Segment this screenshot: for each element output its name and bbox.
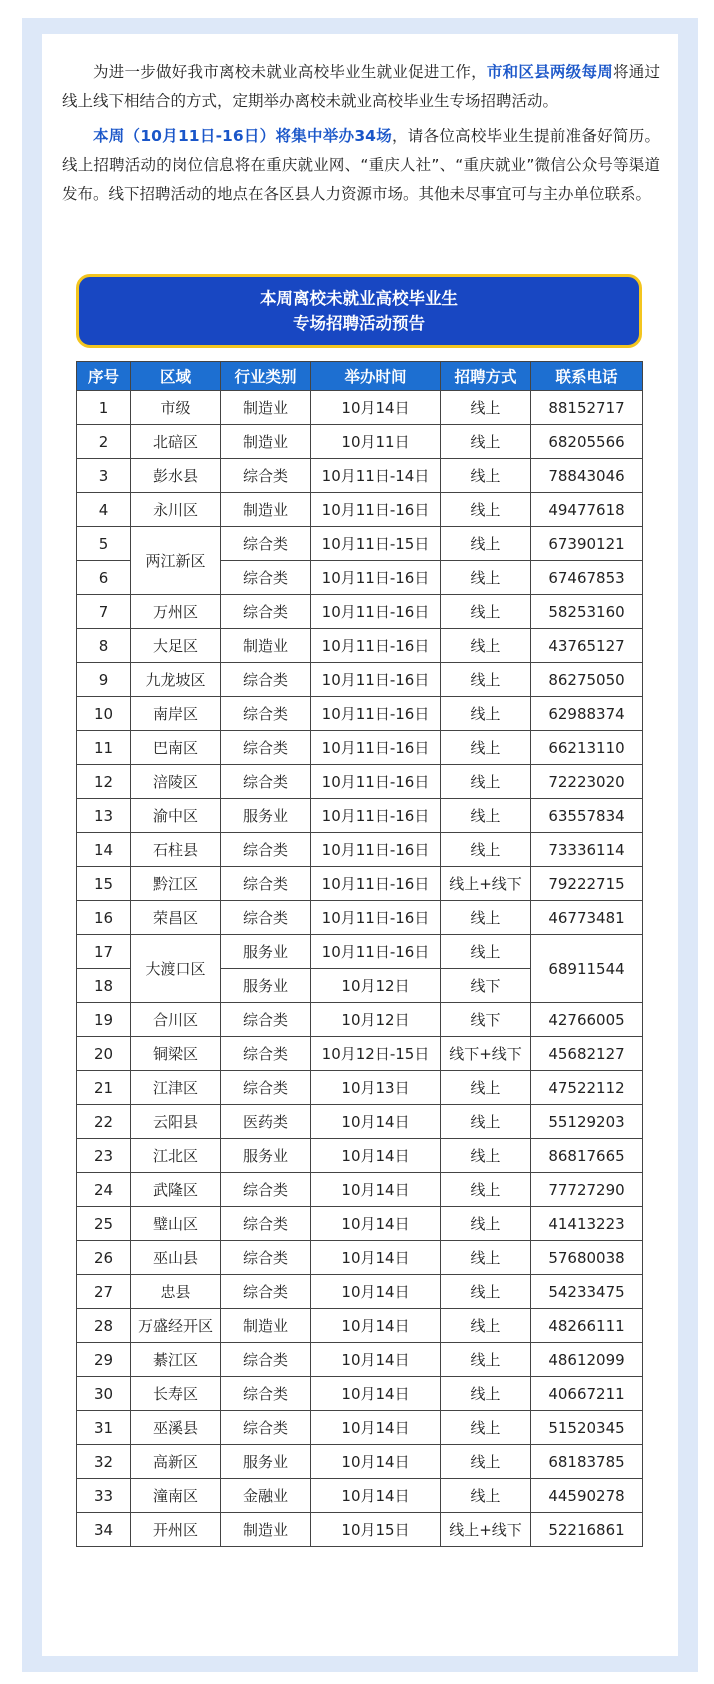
cell-no: 25 — [77, 1207, 131, 1241]
table-row — [77, 1479, 643, 1513]
header-no: 序号 — [77, 362, 131, 391]
table-body — [77, 391, 643, 1547]
cell-region: 万盛经开区 — [131, 1309, 221, 1343]
intro-p1-text1: 为进一步做好我市离校未就业高校毕业生就业促进工作， — [93, 63, 487, 81]
cell-time: 10月11日-16日 — [311, 935, 441, 969]
cell-region: 璧山区 — [131, 1207, 221, 1241]
cell-industry: 综合类 — [221, 1173, 311, 1207]
cell-region: 武隆区 — [131, 1173, 221, 1207]
cell-phone: 88152717 — [531, 391, 643, 425]
cell-no: 21 — [77, 1071, 131, 1105]
cell-industry: 综合类 — [221, 1275, 311, 1309]
cell-region: 开州区 — [131, 1513, 221, 1547]
cell-region: 忠县 — [131, 1275, 221, 1309]
cell-no: 27 — [77, 1275, 131, 1309]
cell-phone: 51520345 — [531, 1411, 643, 1445]
cell-phone: 54233475 — [531, 1275, 643, 1309]
cell-industry: 综合类 — [221, 697, 311, 731]
cell-no: 5 — [77, 527, 131, 561]
cell-region: 长寿区 — [131, 1377, 221, 1411]
cell-region: 云阳县 — [131, 1105, 221, 1139]
cell-time: 10月11日-16日 — [311, 731, 441, 765]
cell-industry: 综合类 — [221, 663, 311, 697]
cell-phone: 79222715 — [531, 867, 643, 901]
table-row — [77, 1309, 643, 1343]
table-row — [77, 1513, 643, 1547]
cell-phone: 48266111 — [531, 1309, 643, 1343]
cell-time: 10月11日-16日 — [311, 595, 441, 629]
cell-region: 合川区 — [131, 1003, 221, 1037]
cell-region: 两江新区 — [131, 527, 221, 595]
cell-no: 28 — [77, 1309, 131, 1343]
cell-phone: 52216861 — [531, 1513, 643, 1547]
cell-mode: 线上 — [441, 493, 531, 527]
table-row — [77, 1445, 643, 1479]
cell-time: 10月14日 — [311, 391, 441, 425]
cell-region: 巫山县 — [131, 1241, 221, 1275]
header-time: 举办时间 — [311, 362, 441, 391]
cell-mode: 线上 — [441, 765, 531, 799]
cell-no: 3 — [77, 459, 131, 493]
cell-mode: 线上 — [441, 1173, 531, 1207]
cell-mode: 线上 — [441, 935, 531, 969]
cell-time: 10月14日 — [311, 1241, 441, 1275]
table-row — [77, 833, 643, 867]
cell-mode: 线上 — [441, 697, 531, 731]
cell-time: 10月14日 — [311, 1173, 441, 1207]
table-row — [77, 1105, 643, 1139]
table-row — [77, 901, 643, 935]
cell-no: 23 — [77, 1139, 131, 1173]
table-row — [77, 1003, 643, 1037]
cell-industry: 综合类 — [221, 1207, 311, 1241]
cell-no: 29 — [77, 1343, 131, 1377]
cell-no: 22 — [77, 1105, 131, 1139]
cell-phone: 68205566 — [531, 425, 643, 459]
cell-mode: 线上 — [441, 629, 531, 663]
cell-industry: 制造业 — [221, 1513, 311, 1547]
cell-region: 大足区 — [131, 629, 221, 663]
cell-phone: 49477618 — [531, 493, 643, 527]
cell-phone: 86817665 — [531, 1139, 643, 1173]
cell-phone: 68183785 — [531, 1445, 643, 1479]
cell-time: 10月14日 — [311, 1445, 441, 1479]
cell-region: 北碚区 — [131, 425, 221, 459]
cell-time: 10月11日-16日 — [311, 697, 441, 731]
cell-mode: 线上 — [441, 1071, 531, 1105]
cell-time: 10月11日-16日 — [311, 663, 441, 697]
cell-time: 10月14日 — [311, 1479, 441, 1513]
page-frame — [22, 18, 698, 1672]
cell-mode: 线下 — [441, 969, 531, 1003]
cell-no: 33 — [77, 1479, 131, 1513]
table-row — [77, 1241, 643, 1275]
cell-mode: 线上 — [441, 901, 531, 935]
cell-mode: 线上 — [441, 1105, 531, 1139]
cell-phone: 73336114 — [531, 833, 643, 867]
cell-phone: 45682127 — [531, 1037, 643, 1071]
cell-time: 10月14日 — [311, 1343, 441, 1377]
cell-industry: 综合类 — [221, 1071, 311, 1105]
cell-no: 17 — [77, 935, 131, 969]
table-row — [77, 1343, 643, 1377]
cell-no: 2 — [77, 425, 131, 459]
cell-no: 31 — [77, 1411, 131, 1445]
cell-mode: 线上 — [441, 595, 531, 629]
cell-mode: 线上 — [441, 1411, 531, 1445]
cell-mode: 线上 — [441, 663, 531, 697]
cell-no: 18 — [77, 969, 131, 1003]
header-region: 区域 — [131, 362, 221, 391]
cell-phone: 43765127 — [531, 629, 643, 663]
cell-industry: 综合类 — [221, 1003, 311, 1037]
cell-industry: 综合类 — [221, 595, 311, 629]
cell-mode: 线上 — [441, 1139, 531, 1173]
table-row — [77, 1377, 643, 1411]
cell-mode: 线上 — [441, 459, 531, 493]
intro-paragraph-1 — [62, 58, 660, 116]
cell-industry: 制造业 — [221, 425, 311, 459]
cell-mode: 线下 — [441, 1003, 531, 1037]
cell-region: 铜梁区 — [131, 1037, 221, 1071]
cell-industry: 综合类 — [221, 765, 311, 799]
cell-phone: 58253160 — [531, 595, 643, 629]
table-row — [77, 527, 643, 561]
cell-region: 荣昌区 — [131, 901, 221, 935]
cell-time: 10月12日-15日 — [311, 1037, 441, 1071]
cell-time: 10月14日 — [311, 1275, 441, 1309]
cell-industry: 综合类 — [221, 731, 311, 765]
cell-phone: 77727290 — [531, 1173, 643, 1207]
table-row — [77, 425, 643, 459]
table-row — [77, 663, 643, 697]
cell-industry: 综合类 — [221, 1377, 311, 1411]
cell-region: 市级 — [131, 391, 221, 425]
banner-line-2: 专场招聘活动预告 — [293, 314, 425, 333]
cell-region: 黔江区 — [131, 867, 221, 901]
cell-no: 16 — [77, 901, 131, 935]
cell-phone: 47522112 — [531, 1071, 643, 1105]
cell-industry: 综合类 — [221, 527, 311, 561]
cell-region: 潼南区 — [131, 1479, 221, 1513]
cell-region: 綦江区 — [131, 1343, 221, 1377]
cell-phone: 40667211 — [531, 1377, 643, 1411]
table-row — [77, 459, 643, 493]
cell-time: 10月14日 — [311, 1139, 441, 1173]
schedule-table — [76, 361, 643, 1547]
cell-region: 九龙坡区 — [131, 663, 221, 697]
cell-industry: 制造业 — [221, 391, 311, 425]
cell-no: 8 — [77, 629, 131, 663]
cell-time: 10月11日-15日 — [311, 527, 441, 561]
cell-time: 10月11日-16日 — [311, 867, 441, 901]
cell-region: 万州区 — [131, 595, 221, 629]
cell-time: 10月11日 — [311, 425, 441, 459]
cell-industry: 综合类 — [221, 459, 311, 493]
cell-no: 34 — [77, 1513, 131, 1547]
cell-region: 永川区 — [131, 493, 221, 527]
cell-region: 彭水县 — [131, 459, 221, 493]
cell-mode: 线上+线下 — [441, 867, 531, 901]
cell-phone: 66213110 — [531, 731, 643, 765]
cell-no: 24 — [77, 1173, 131, 1207]
cell-no: 15 — [77, 867, 131, 901]
cell-time: 10月11日-16日 — [311, 493, 441, 527]
table-row — [77, 867, 643, 901]
cell-region: 渝中区 — [131, 799, 221, 833]
cell-no: 7 — [77, 595, 131, 629]
cell-time: 10月12日 — [311, 1003, 441, 1037]
cell-industry: 服务业 — [221, 799, 311, 833]
cell-phone: 67467853 — [531, 561, 643, 595]
cell-time: 10月14日 — [311, 1411, 441, 1445]
table-header-row — [77, 362, 643, 391]
cell-region: 高新区 — [131, 1445, 221, 1479]
cell-mode: 线上 — [441, 561, 531, 595]
intro-text — [62, 58, 660, 215]
cell-mode: 线上 — [441, 1343, 531, 1377]
cell-no: 19 — [77, 1003, 131, 1037]
cell-industry: 医药类 — [221, 1105, 311, 1139]
table-row — [77, 595, 643, 629]
header-mode: 招聘方式 — [441, 362, 531, 391]
cell-mode: 线上 — [441, 833, 531, 867]
cell-phone: 48612099 — [531, 1343, 643, 1377]
cell-mode: 线上 — [441, 1377, 531, 1411]
schedule-banner — [76, 274, 642, 348]
cell-industry: 综合类 — [221, 1343, 311, 1377]
cell-time: 10月14日 — [311, 1105, 441, 1139]
cell-time: 10月11日-16日 — [311, 629, 441, 663]
cell-time: 10月11日-16日 — [311, 799, 441, 833]
cell-phone: 41413223 — [531, 1207, 643, 1241]
cell-phone: 78843046 — [531, 459, 643, 493]
intro-p1-text2: 将通过线上线下相结合的方式，定期举办离校未就业高校毕业生专场招聘活动。 — [62, 63, 660, 110]
header-industry: 行业类别 — [221, 362, 311, 391]
cell-time: 10月12日 — [311, 969, 441, 1003]
table-row — [77, 493, 643, 527]
cell-industry: 综合类 — [221, 833, 311, 867]
cell-time: 10月14日 — [311, 1207, 441, 1241]
cell-industry: 制造业 — [221, 493, 311, 527]
cell-mode: 线上 — [441, 425, 531, 459]
cell-industry: 综合类 — [221, 1241, 311, 1275]
cell-phone: 62988374 — [531, 697, 643, 731]
cell-phone: 44590278 — [531, 1479, 643, 1513]
cell-phone: 42766005 — [531, 1003, 643, 1037]
cell-time: 10月11日-16日 — [311, 765, 441, 799]
table-row — [77, 731, 643, 765]
cell-no: 32 — [77, 1445, 131, 1479]
cell-time: 10月15日 — [311, 1513, 441, 1547]
table-row — [77, 629, 643, 663]
cell-industry: 服务业 — [221, 969, 311, 1003]
cell-no: 4 — [77, 493, 131, 527]
cell-phone: 57680038 — [531, 1241, 643, 1275]
cell-mode: 线上 — [441, 391, 531, 425]
article-card — [42, 34, 678, 1656]
table-row — [77, 1037, 643, 1071]
cell-industry: 制造业 — [221, 1309, 311, 1343]
table-row — [77, 1071, 643, 1105]
cell-industry: 综合类 — [221, 901, 311, 935]
cell-time: 10月13日 — [311, 1071, 441, 1105]
cell-phone: 46773481 — [531, 901, 643, 935]
cell-phone: 55129203 — [531, 1105, 643, 1139]
cell-region: 江津区 — [131, 1071, 221, 1105]
cell-no: 14 — [77, 833, 131, 867]
cell-mode: 线上 — [441, 1445, 531, 1479]
cell-time: 10月14日 — [311, 1377, 441, 1411]
cell-mode: 线上 — [441, 731, 531, 765]
cell-no: 11 — [77, 731, 131, 765]
cell-industry: 制造业 — [221, 629, 311, 663]
cell-mode: 线下+线下 — [441, 1037, 531, 1071]
cell-industry: 综合类 — [221, 867, 311, 901]
cell-phone: 86275050 — [531, 663, 643, 697]
cell-no: 12 — [77, 765, 131, 799]
cell-mode: 线上 — [441, 799, 531, 833]
cell-time: 10月11日-16日 — [311, 833, 441, 867]
cell-industry: 综合类 — [221, 1411, 311, 1445]
table-row — [77, 1173, 643, 1207]
cell-region: 石柱县 — [131, 833, 221, 867]
cell-no: 26 — [77, 1241, 131, 1275]
intro-p2-highlight: 本周（10月11日-16日）将集中举办34场 — [93, 127, 392, 145]
table-row — [77, 1275, 643, 1309]
table-row — [77, 391, 643, 425]
intro-paragraph-2 — [62, 122, 660, 209]
cell-mode: 线上 — [441, 1479, 531, 1513]
table-row — [77, 1411, 643, 1445]
cell-no: 30 — [77, 1377, 131, 1411]
table-row — [77, 799, 643, 833]
cell-mode: 线上 — [441, 1241, 531, 1275]
cell-phone: 67390121 — [531, 527, 643, 561]
table-row — [77, 697, 643, 731]
cell-time: 10月11日-14日 — [311, 459, 441, 493]
cell-mode: 线上+线下 — [441, 1513, 531, 1547]
cell-time: 10月14日 — [311, 1309, 441, 1343]
cell-region: 南岸区 — [131, 697, 221, 731]
table-row — [77, 765, 643, 799]
cell-no: 13 — [77, 799, 131, 833]
cell-phone: 63557834 — [531, 799, 643, 833]
cell-no: 10 — [77, 697, 131, 731]
cell-no: 20 — [77, 1037, 131, 1071]
cell-region: 巴南区 — [131, 731, 221, 765]
header-phone: 联系电话 — [531, 362, 643, 391]
cell-no: 9 — [77, 663, 131, 697]
cell-industry: 综合类 — [221, 1037, 311, 1071]
cell-phone: 68911544 — [531, 935, 643, 1003]
cell-time: 10月11日-16日 — [311, 901, 441, 935]
banner-line-1: 本周离校未就业高校毕业生 — [260, 289, 458, 308]
intro-p1-highlight: 市和区县两级每周 — [486, 63, 613, 81]
cell-industry: 金融业 — [221, 1479, 311, 1513]
cell-time: 10月11日-16日 — [311, 561, 441, 595]
cell-industry: 服务业 — [221, 1139, 311, 1173]
cell-phone: 72223020 — [531, 765, 643, 799]
cell-mode: 线上 — [441, 1309, 531, 1343]
cell-no: 6 — [77, 561, 131, 595]
table-row — [77, 1139, 643, 1173]
cell-region: 巫溪县 — [131, 1411, 221, 1445]
cell-mode: 线上 — [441, 527, 531, 561]
table-row — [77, 1207, 643, 1241]
intro-p2-text: ，请各位高校毕业生提前准备好简历。线上招聘活动的岗位信息将在重庆就业网、“重庆人社”、“重庆就业”微信公众号等渠道发布。线下招聘活动的地点在各区县人力资源市场。其他未尽事宜可与主办单位联系。 — [62, 127, 660, 203]
cell-region: 大渡口区 — [131, 935, 221, 1003]
cell-industry: 服务业 — [221, 935, 311, 969]
cell-mode: 线上 — [441, 1275, 531, 1309]
cell-mode: 线上 — [441, 1207, 531, 1241]
table-row — [77, 935, 643, 969]
cell-region: 江北区 — [131, 1139, 221, 1173]
cell-no: 1 — [77, 391, 131, 425]
cell-industry: 综合类 — [221, 561, 311, 595]
cell-region: 涪陵区 — [131, 765, 221, 799]
cell-industry: 服务业 — [221, 1445, 311, 1479]
